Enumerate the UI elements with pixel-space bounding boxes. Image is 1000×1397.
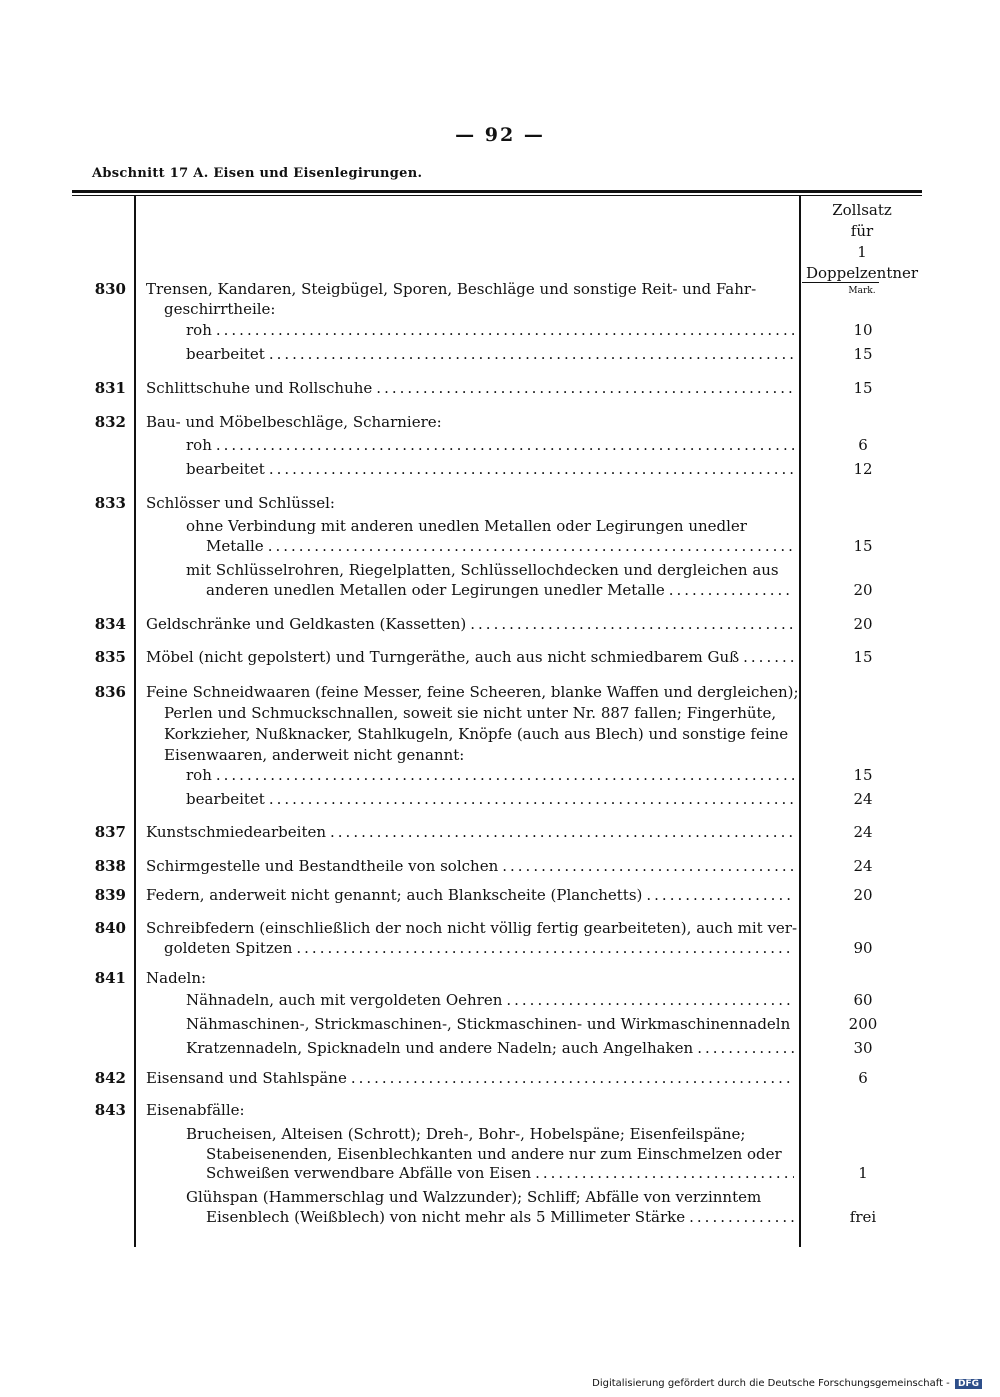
rate-832-worked: 12	[853, 460, 873, 478]
footer-text: Digitalisierung gefördert durch die Deutsche Forschungsgemeinschaft -	[592, 1378, 950, 1389]
rate-830-raw: 10	[853, 321, 873, 339]
tariff-number-835: 835	[94, 648, 126, 666]
rate-header-line2: für	[850, 222, 874, 240]
rate-835: 15	[853, 648, 873, 666]
rate-header-line3: 1 Doppelzentner	[805, 243, 919, 282]
rate-836-worked: 24	[853, 790, 873, 808]
entry-838: Schirmgestelle und Bestandtheile von solchen .....	[146, 856, 794, 876]
tariff-number-841: 841	[94, 969, 126, 987]
page-number: — 92 —	[455, 124, 545, 146]
rate-837: 24	[853, 823, 873, 841]
rate-column-divider	[799, 195, 801, 1247]
tariff-number-830: 830	[94, 280, 126, 298]
tariff-number-842: 842	[94, 1069, 126, 1087]
entry-839: Federn, anderweit nicht genannt; auch Blankscheite (Planchetts) .....	[146, 885, 794, 905]
entry-830-title: Trensen, Kandaren, Steigbügel, Sporen, Beschläge und sonstige Reit- und Fahr-	[146, 280, 757, 298]
entry-843-sub2-line1: Glühspan (Hammerschlag und Walzzunder); Schliff; Abfälle von verzinntem	[186, 1188, 762, 1206]
entry-843-sub1-line3: Schweißen verwendbare Abfälle von Eisen .....	[206, 1163, 794, 1183]
rate-838: 24	[853, 857, 873, 875]
entry-842: Eisensand und Stahlspäne .....	[146, 1068, 794, 1088]
entry-843-sub1-line2: Stabeisenenden, Eisenblechkanten und andere nur zum Einschmelzen oder	[206, 1145, 782, 1163]
entry-832-raw: roh .....	[186, 435, 794, 455]
entry-831: Schlittschuhe und Rollschuhe .....	[146, 378, 794, 398]
rate-header-rule	[802, 282, 879, 283]
tariff-number-843: 843	[94, 1101, 126, 1119]
entry-840-line2: goldeten Spitzen .....	[164, 938, 794, 958]
number-column-divider	[134, 195, 136, 1247]
rate-832-raw: 6	[858, 436, 868, 454]
entry-843-title: Eisenabfälle:	[146, 1101, 245, 1119]
dfg-logo: DFG	[955, 1379, 982, 1389]
entry-834: Geldschränke und Geldkasten (Kassetten) .....	[146, 614, 794, 634]
entry-843-sub1-line1: Brucheisen, Alteisen (Schrott); Dreh-, Bohr-, Hobelspäne; Eisenfeilspäne;	[186, 1125, 746, 1143]
table-top-rule	[72, 190, 922, 193]
entry-841-other: Kratzennadeln, Spicknadeln und andere Nadeln; auch Angelhaken .....	[186, 1038, 794, 1058]
table-top-rule-thin	[72, 195, 922, 196]
entry-841-sewing: Nähnadeln, auch mit vergoldeten Oehren .....	[186, 990, 794, 1010]
tariff-number-837: 837	[94, 823, 126, 841]
entry-835: Möbel (nicht gepolstert) und Turngeräthe, auch aus nicht schmiedbarem Guß .....	[146, 647, 794, 667]
tariff-number-831: 831	[94, 379, 126, 397]
tariff-number-836: 836	[94, 683, 126, 701]
rate-833-sub1: 15	[853, 537, 873, 555]
rate-839: 20	[853, 886, 873, 904]
entry-836-raw: roh .....	[186, 765, 794, 785]
entry-836-line4: Eisenwaaren, anderweit nicht genannt:	[164, 746, 465, 764]
rate-header-unit: Mark.	[848, 286, 876, 296]
entry-830-worked: bearbeitet .....	[186, 344, 794, 364]
entry-830-title-cont: geschirrtheile:	[164, 300, 276, 318]
entry-836-line2: Perlen und Schmuckschnallen, soweit sie nicht unter Nr. 887 fallen; Fingerhüte,	[164, 704, 777, 722]
rate-843-sub2: frei	[849, 1208, 877, 1226]
rate-842: 6	[858, 1069, 868, 1087]
tariff-number-833: 833	[94, 494, 126, 512]
rate-841-other: 30	[853, 1039, 873, 1057]
entry-833-sub2-line2: anderen unedlen Metallen oder Legirungen unedler Metalle .....	[206, 580, 794, 600]
tariff-number-840: 840	[94, 919, 126, 937]
rate-830-worked: 15	[853, 345, 873, 363]
tariff-number-834: 834	[94, 615, 126, 633]
entry-840-line1: Schreibfedern (einschließlich der noch nicht völlig fertig gearbeiteten), auch mit ver-	[146, 919, 798, 937]
rate-833-sub2: 20	[853, 581, 873, 599]
entry-843-sub2-line2: Eisenblech (Weißblech) von nicht mehr als 5 Millimeter Stärke .....	[206, 1207, 794, 1227]
tariff-number-839: 839	[94, 886, 126, 904]
rate-831: 15	[853, 379, 873, 397]
entry-833-title: Schlösser und Schlüssel:	[146, 494, 335, 512]
entry-830-raw: roh .....	[186, 320, 794, 340]
tariff-number-832: 832	[94, 413, 126, 431]
entry-841-machine: Nähmaschinen-, Strickmaschinen-, Stickmaschinen- und Wirkmaschinennadeln .....	[186, 1014, 794, 1034]
rate-column-header	[802, 200, 922, 298]
entry-841-title: Nadeln:	[146, 969, 207, 987]
rate-843-sub1: 1	[858, 1164, 868, 1182]
entry-836-worked: bearbeitet .....	[186, 789, 794, 809]
rate-834: 20	[853, 615, 873, 633]
tariff-number-838: 838	[94, 857, 126, 875]
rate-841-machine: 200	[848, 1015, 878, 1033]
rate-840: 90	[853, 939, 873, 957]
section-heading: Abschnitt 17 A. Eisen und Eisenlegirungen.	[92, 166, 423, 181]
rate-836-raw: 15	[853, 766, 873, 784]
entry-832-worked: bearbeitet .....	[186, 459, 794, 479]
entry-832-title: Bau- und Möbelbeschläge, Scharniere:	[146, 413, 442, 431]
rate-header-line1: Zollsatz	[832, 201, 892, 219]
entry-833-sub2-line1: mit Schlüsselrohren, Riegelplatten, Schlüssellochdecken und dergleichen aus	[186, 561, 779, 579]
rate-841-sewing: 60	[853, 991, 873, 1009]
entry-837: Kunstschmiedearbeiten .....	[146, 822, 794, 842]
entry-833-sub1-line1: ohne Verbindung mit anderen unedlen Metallen oder Legirungen unedler	[186, 517, 747, 535]
entry-833-sub1-line2: Metalle .....	[206, 536, 794, 556]
entry-836-line1: Feine Schneidwaaren (feine Messer, feine Scheeren, blanke Waffen und dergleichen);	[146, 683, 799, 701]
digitization-footer	[592, 1378, 982, 1389]
entry-836-line3: Korkzieher, Nußknacker, Stahlkugeln, Knöpfe (auch aus Blech) und sonstige feine	[164, 725, 789, 743]
